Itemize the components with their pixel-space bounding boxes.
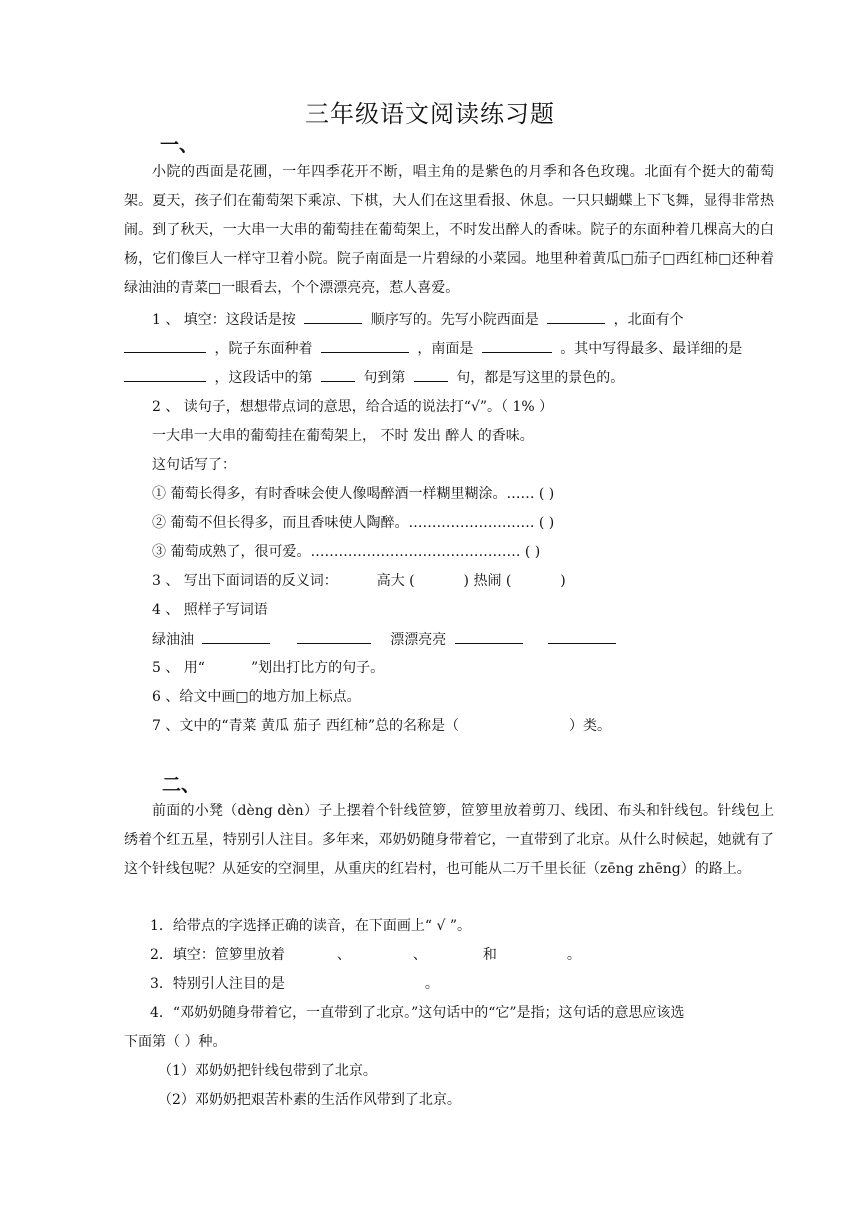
q1-blank-6	[124, 367, 206, 382]
q3-word-gaoda: 高大 (	[376, 573, 415, 589]
question-7	[152, 716, 611, 736]
question-3	[152, 571, 566, 591]
s2-q4-option-2: （2）邓奶奶把艰苦朴素的生活作风带到了北京。	[158, 1092, 461, 1108]
q1-text-e: ，南面是	[417, 341, 474, 357]
q2-intro: 这句话写了：	[152, 457, 236, 473]
q1-text-c: ，北面有个	[613, 312, 684, 328]
s2-q3-text-a: 3．特别引人注目的是	[150, 976, 285, 992]
q7-text-a: 7 、文中的“青菜 黄瓜 茄子 西红柿”总的名称是（	[152, 718, 460, 734]
q4-example-1: 绿油油	[152, 632, 194, 648]
q1-blank-3	[124, 338, 206, 353]
q1-text-b: 顺序写的。先写小院西面是	[370, 312, 539, 328]
q1-blank-2	[547, 309, 605, 324]
q7-text-b: ）类。	[569, 718, 612, 734]
q4-blank-1	[202, 629, 270, 644]
s2-q4-option-1: （1）邓奶奶把针线包带到了北京。	[158, 1063, 377, 1079]
s2-question-1: 1．给带点的字选择正确的读音，在下面画上“ √ ”。	[150, 918, 472, 934]
s2-question-4-line-1: 4．“邓奶奶随身带着它，一直带到了北京。”这句话中的“它”是指；这句话的意思应该选	[150, 1005, 685, 1021]
q5-text-b: ”划出打比方的句子。	[250, 660, 385, 676]
q1-blank-7	[321, 367, 355, 382]
q1-text-i: 句，都是写这里的景色的。	[456, 370, 625, 386]
section-one-heading: 一、	[160, 134, 199, 156]
q3-close: )	[560, 573, 566, 589]
q1-text-h: 句到第	[363, 370, 406, 386]
section-one-passage: 小院的西面是花圃，一年四季花开不断，唱主角的是紫色的月季和各色玫瑰。北面有个挺大的葡萄架。夏天，孩子们在葡萄架下乘凉、下棋，大人们在这里看报、休息。一只只蝴蝶上下飞舞，显得非常热闹。到了秋天，一大串一大串的葡萄挂在葡萄架上，不时发出醉人的香味。院子的东面种着几棵高大的白杨，它们像巨人一样守卫着小院。院子南面是一片碧绿的小菜园。地里种着黄瓜□茄子□西红柿□还种着绿油油的青菜□一眼看去，个个漂漂亮亮，惹人喜爱。	[124, 164, 774, 296]
q4-example-2: 漂漂亮亮	[390, 632, 447, 648]
s2-q2-sep-1: 、	[336, 947, 351, 963]
s2-q2-end: 。	[566, 947, 581, 963]
s2-question-4-line-2: 下面第（ ）种。	[124, 1034, 227, 1050]
s2-q3-end: 。	[424, 976, 439, 992]
s2-q2-sep-2: 、	[412, 947, 427, 963]
q4-blank-3	[455, 629, 523, 644]
s2-q2-text-a: 2．填空：笸箩里放着	[150, 947, 285, 963]
page-title: 三年级语文阅读练习题	[305, 100, 555, 128]
q1-text-d: ，院子东面种着	[214, 341, 313, 357]
q4-blank-2	[297, 629, 371, 644]
q3-word-renao: ) 热闹 (	[463, 573, 512, 589]
q2-option-2: ② 葡萄不但长得多，而且香味使人陶醉。……………………… ( )	[152, 515, 555, 531]
s2-question-2	[150, 945, 581, 965]
q1-text-f: 。其中写得最多、最详细的是	[560, 341, 743, 357]
q2-stem: 2 、 读句子，想想带点词的意思，给合适的说法打“√”。（ 1% ）	[152, 399, 554, 415]
s2-question-3	[150, 974, 439, 994]
s2-q2-and: 和	[482, 947, 497, 963]
q1-blank-1	[304, 309, 362, 324]
question-5	[152, 658, 384, 678]
q1-text-a: 1 、 填空：这段话是按	[152, 312, 296, 328]
q1-blank-4	[321, 338, 409, 353]
q2-option-3: ③ 葡萄成熟了，很可爱。……………………………………… ( )	[152, 544, 541, 560]
q1-blank-5	[482, 338, 552, 353]
q1-blank-8	[414, 367, 448, 382]
question-6: 6 、给文中画□的地方加上标点。	[152, 689, 361, 705]
q2-sentence: 一大串一大串的葡萄挂在葡萄架上， 不时 发出 醉人 的香味。	[152, 428, 534, 444]
q3-stem: 3 、 写出下面词语的反义词：	[152, 573, 338, 589]
section-two-passage: 前面的小凳（dèng dèn）子上摆着个针线笸箩，笸箩里放着剪刀、线团、布头和针线包。针线包上绣着个红五星，特别引人注目。多年来，邓奶奶随身带着它，一直带到了北京。从什么时候起，她就有了这个针线包呢？从延安的空洞里，从重庆的红岩村，也可能从二万千里长征（zēng zhēng）的路上。	[124, 803, 774, 877]
q5-text-a: 5 、 用“	[152, 660, 205, 676]
q4-stem: 4 、 照样子写词语	[152, 602, 268, 618]
section-two-heading: 二、	[162, 774, 201, 796]
q4-blank-4	[548, 629, 616, 644]
q1-text-g: ，这段话中的第	[214, 370, 313, 386]
q2-option-1: ① 葡萄长得多，有时香味会使人像喝醉酒一样糊里糊涂。…… ( )	[152, 486, 555, 502]
